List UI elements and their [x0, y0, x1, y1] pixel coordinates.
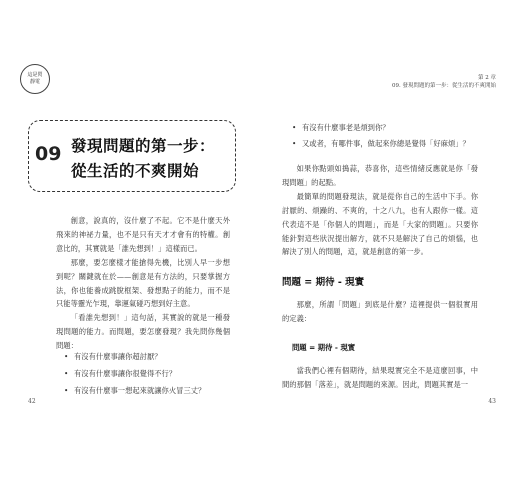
- bullet-item: • 又或者，有哪件事，做起來你總是覺得「好麻煩」？: [292, 136, 470, 152]
- formula: 問題 = 期待 - 現實: [292, 343, 356, 352]
- paragraph: 當我們心裡有個期待，結果現實完全不是這麼回事，中間的那個「落差」，就是問題的來源。因此，問題其實是一: [282, 366, 478, 389]
- paragraph: 「看誰先想到！」這句話，其實說的就是一種發現問題的能力。而問題，要怎麼發現？我先問你幾個問題：: [56, 313, 230, 351]
- chapter-title-line: 發現問題的第一步：: [71, 137, 216, 155]
- bullet-item: • 有沒有什麼事讓你超討厭？: [64, 348, 205, 365]
- chapter-title-line: 從生活的不爽開始: [71, 162, 200, 180]
- paragraph: 那麼，所謂「問題」到底是什麼？這裡提供一個很實用的定義：: [282, 300, 478, 323]
- paragraph: 創意，說真的，沒什麼了不起。它不是什麼天外飛來的神祕力量，也不是只有天才才會有的特權。創意比的，其實就是「誰先想到！」這樣而已。: [56, 216, 230, 253]
- right-body-text: [282, 162, 478, 259]
- paragraph: 如果你點頭如搗蒜，恭喜你，這些情緒反應就是你「發現問題」的起點。: [282, 164, 478, 187]
- bullet-item: • 有沒有什麼事一想起來就讓你火冒三丈？: [64, 382, 205, 399]
- left-bullet-list: [64, 348, 205, 399]
- paragraph: 最簡單的問題發現法，就是從你自己的生活中下手。你討厭的、煩躁的、不爽的，十之八九，也有人跟你一樣。這代表這不是「你個人的問題」，而是「大家的問題」。只要你能針對這些狀況提出解方，就不只是解決了自己的煩惱，也解決了別人的問題，這，就是創意的第一步。: [282, 191, 478, 257]
- running-head-title: 09. 發現問題的第一步：從生活的不爽開始: [392, 83, 496, 89]
- right-body-text: [282, 298, 478, 326]
- left-body-text: [56, 214, 230, 353]
- right-bullet-list: [292, 120, 470, 152]
- chapter-title-box: [28, 120, 236, 192]
- chapter-number: 09: [35, 143, 62, 165]
- right-body-text: [282, 364, 478, 392]
- series-badge: [20, 64, 50, 94]
- badge-line: 這是閃: [27, 72, 43, 78]
- page-number: 43: [488, 398, 496, 405]
- right-page: [260, 0, 520, 500]
- running-head-chapter: 第 2 章: [478, 75, 496, 81]
- bullet-item: • 有沒有什麼事讓你很覺得不行？: [64, 365, 205, 382]
- running-head: [392, 74, 496, 90]
- badge-line: 靜電: [29, 79, 40, 85]
- bullet-item: • 有沒有什麼事老是煩到你？: [292, 120, 470, 136]
- page-number: 42: [28, 398, 36, 405]
- paragraph: 那麼，要怎麼樣才能搶得先機，比別人早一步想到呢？關鍵就在於——創意是有方法的，只要掌握方法，你也能養成跳脫框架、發想點子的能力，而不是只能等靈光乍現，靠運氣碰巧想到好主意。: [56, 257, 230, 309]
- section-heading: 問題 = 期待 - 現實: [282, 277, 365, 288]
